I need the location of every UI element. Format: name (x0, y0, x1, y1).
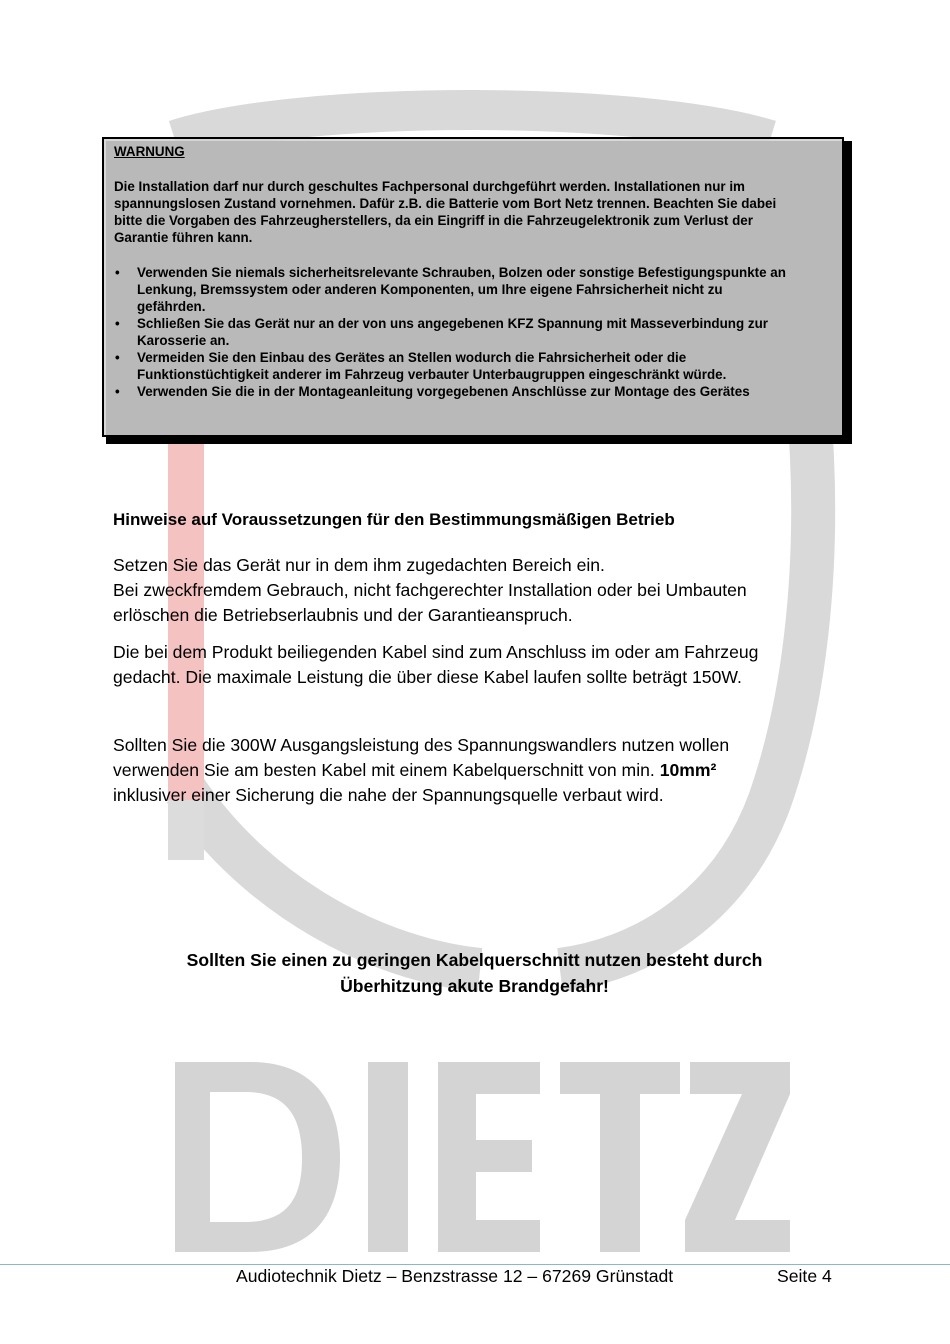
warning-list-item (114, 383, 832, 400)
footer-page-number: Seite 4 (777, 1266, 832, 1286)
paragraph-text: verwenden Sie am besten Kabel mit einem Kabelquerschnitt von min. (113, 760, 660, 780)
footer-address: Audiotechnik Dietz – Benzstrasse 12 – 67269 Grünstadt (236, 1266, 674, 1286)
paragraph-cross-section (113, 733, 729, 808)
paragraph-line: Sollten Sie die 300W Ausgangsleistung des Spannungswandlers nutzen wollen (113, 735, 730, 755)
paragraph-usage (113, 553, 747, 628)
warning-item-line: Lenkung, Bremssystem oder anderen Komponenten, um Ihre eigene Fahrsicherheit nicht zu (137, 282, 723, 297)
warning-item-line: Vermeiden Sie den Einbau des Gerätes an Stellen wodurch die Fahrsicherheit oder die (137, 350, 687, 365)
warning-intro (114, 178, 832, 246)
cable-size-emphasis: 10mm² (659, 760, 717, 780)
paragraph-line: Bei zweckfremdem Gebrauch, nicht fachgerechter Installation oder bei Umbauten (113, 580, 747, 600)
bullet-icon: • (115, 384, 120, 399)
warning-item-line: Verwenden Sie niemals sicherheitsrelevante Schrauben, Bolzen oder sonstige Befestigungspunkte an (137, 265, 786, 280)
warning-box (102, 137, 844, 437)
warning-item-line: gefährden. (137, 299, 206, 314)
warning-intro-line: Garantie führen kann. (114, 230, 253, 245)
section-heading: Hinweise auf Voraussetzungen für den Bestimmungsmäßigen Betrieb (113, 510, 675, 529)
bullet-icon: • (115, 350, 120, 365)
warning-intro-line: Die Installation darf nur durch geschultes Fachpersonal durchgeführt werden. Installationen nur im (114, 179, 745, 194)
bullet-icon: • (115, 316, 120, 331)
fire-hazard-line: Sollten Sie einen zu geringen Kabelquerschnitt nutzen besteht durch (186, 950, 763, 970)
warning-title: WARNUNG (114, 144, 185, 159)
paragraph-line: erlöschen die Betriebserlaubnis und der Garantieanspruch. (113, 605, 573, 625)
paragraph-line: Setzen Sie das Gerät nur in dem ihm zugedachten Bereich ein. (113, 555, 605, 575)
warning-list-item (114, 264, 832, 315)
paragraph-cables (113, 640, 758, 690)
warning-intro-line: bitte die Vorgaben des Fahrzeugherstellers, da ein Eingriff in die Fahrzeugelektronik zum Verlust der (114, 213, 753, 228)
fire-hazard-line: Überhitzung akute Brandgefahr! (340, 976, 609, 996)
warning-item-line: Karosserie an. (137, 333, 230, 348)
warning-list-item (114, 315, 832, 349)
fire-hazard-warning (113, 947, 836, 999)
warning-item-line: Funktionstüchtigkeit anderer im Fahrzeug verbauter Unterbaugruppen eingeschränkt würde. (137, 367, 727, 382)
warning-intro-line: spannungslosen Zustand vornehmen. Dafür z.B. die Batterie vom Bort Netz trennen. Beachten Sie dabei (114, 196, 777, 211)
warning-item-line: Verwenden Sie die in der Montageanleitung vorgegebenen Anschlüsse zur Montage des Gerätes (137, 384, 750, 399)
paragraph-line: Die bei dem Produkt beiliegenden Kabel sind zum Anschluss im oder am Fahrzeug (113, 642, 759, 662)
warning-item-line: Schließen Sie das Gerät nur an der von uns angegebenen KFZ Spannung mit Masseverbindung zur (137, 316, 768, 331)
paragraph-line: inklusiver einer Sicherung die nahe der Spannungsquelle verbaut wird. (113, 785, 664, 805)
footer-divider (0, 1264, 950, 1265)
paragraph-line (113, 758, 729, 783)
warning-list (114, 264, 832, 400)
warning-list-item (114, 349, 832, 383)
paragraph-line: gedacht. Die maximale Leistung die über diese Kabel laufen sollte beträgt 150W. (113, 667, 742, 687)
bullet-icon: • (115, 265, 120, 280)
